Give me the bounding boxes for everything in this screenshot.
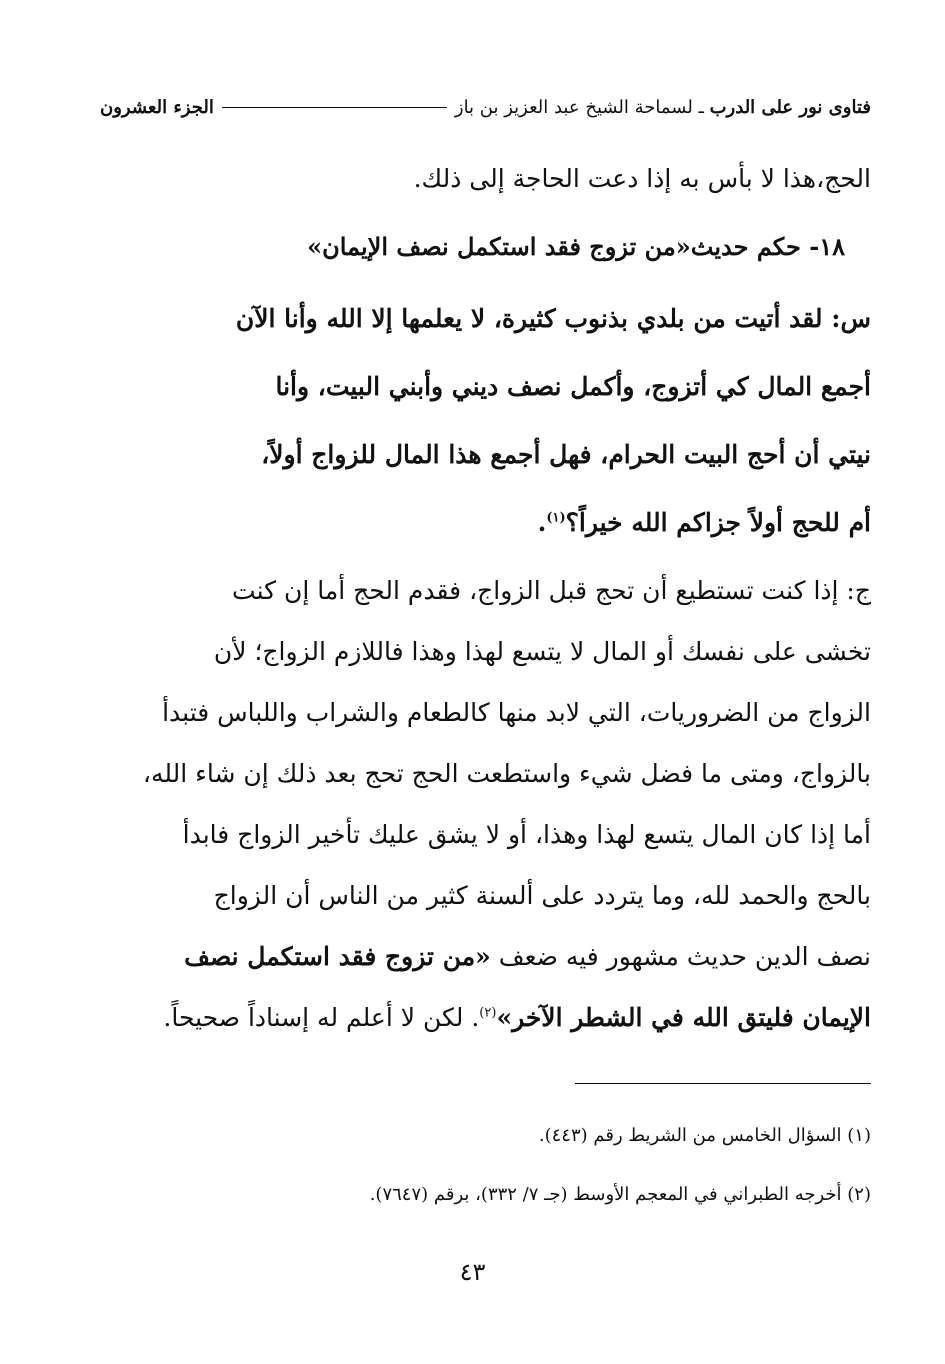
answer-line: أما إذا كان المال يتسع لهذا وهذا، أو لا يشق عليك تأخير الزواج فابدأ [182,820,871,849]
question-line: س: لقد أتيت من بلدي بذنوب كثيرة، لا يعلمها إلا الله وأنا الآن [235,304,871,333]
hadith-quote-end: الإيمان فليتق الله في الشطر الآخر» [496,1003,871,1032]
answer-line: الزواج من الضروريات، التي لابد منها كالطعام والشراب واللباس فتبدأ [162,698,871,727]
heading-number: ١٨- [809,232,845,261]
answer-line-8-plain: . لكن لا أعلم له إسناداً صحيحاً. [163,1003,480,1032]
footnote-1: (١) السؤال الخامس من الشريط رقم (٤٤٣). [538,1125,871,1146]
hadith-quote-start: «من تزوج فقد استكمل نصف [184,942,491,971]
running-header [100,90,871,124]
header-book-title: فتاوى نور على الدرب [709,96,871,118]
answer-line: تخشى على نفسك أو المال لا يتسع لهذا وهذا فاللازم الزواج؛ لأن [213,637,871,666]
question-line: أم للحج أولاً جزاكم الله خيراً؟ [565,508,871,537]
answer-line: ج: إذا كنت تستطيع أن تحج قبل الزواج، فقدم الحج أما إن كنت [232,576,871,605]
header-part: الجزء العشرون [100,96,214,118]
header-author: لسماحة الشيخ عبد العزيز بن باز [454,96,693,118]
section-heading [100,232,845,261]
question-end: . [537,508,547,537]
header-title-group [455,97,871,118]
answer-line-7 [100,944,871,969]
answer-line: بالزواج، ومتى ما فضل شيء واستطعت الحج تحج بعد ذلك إن شاء الله، [142,759,871,788]
heading-text: حكم حديث«من تزوج فقد استكمل نصف الإيمان» [307,232,801,261]
answer-line-8 [100,1005,871,1030]
intro-paragraph [100,160,871,200]
page-number: ٤٣ [459,1258,486,1286]
footnote-2: (٢) أخرجه الطبراني في المعجم الأوسط (جـ ٧/ ٣٣٢)، برقم (٧٦٤٧). [369,1184,871,1205]
footnote-ref-2: (٢) [479,1005,497,1021]
answer-line: بالحج والحمد لله، وما يتردد على ألسنة كثير من الناس أن الزواج [213,881,871,910]
answer-paragraph [100,572,871,1052]
answer-line-7-plain: نصف الدين حديث مشهور فيه ضعف [490,942,871,971]
question-line: نيتي أن أحج البيت الحرام، فهل أجمع هذا المال للزواج أولاً، [261,440,871,469]
footnote-separator [575,1083,871,1084]
header-rule [222,107,447,108]
intro-line: الحج،هذا لا بأس به إذا دعت الحاجة إلى ذلك. [413,164,871,193]
question-line: أجمع المال كي أتزوج، وأكمل نصف ديني وأبني البيت، وأنا [275,372,871,401]
question-paragraph [100,300,871,550]
footnote-ref-1: (١) [546,510,566,526]
header-dash: ـ [698,96,704,118]
question-last-line [100,510,871,535]
